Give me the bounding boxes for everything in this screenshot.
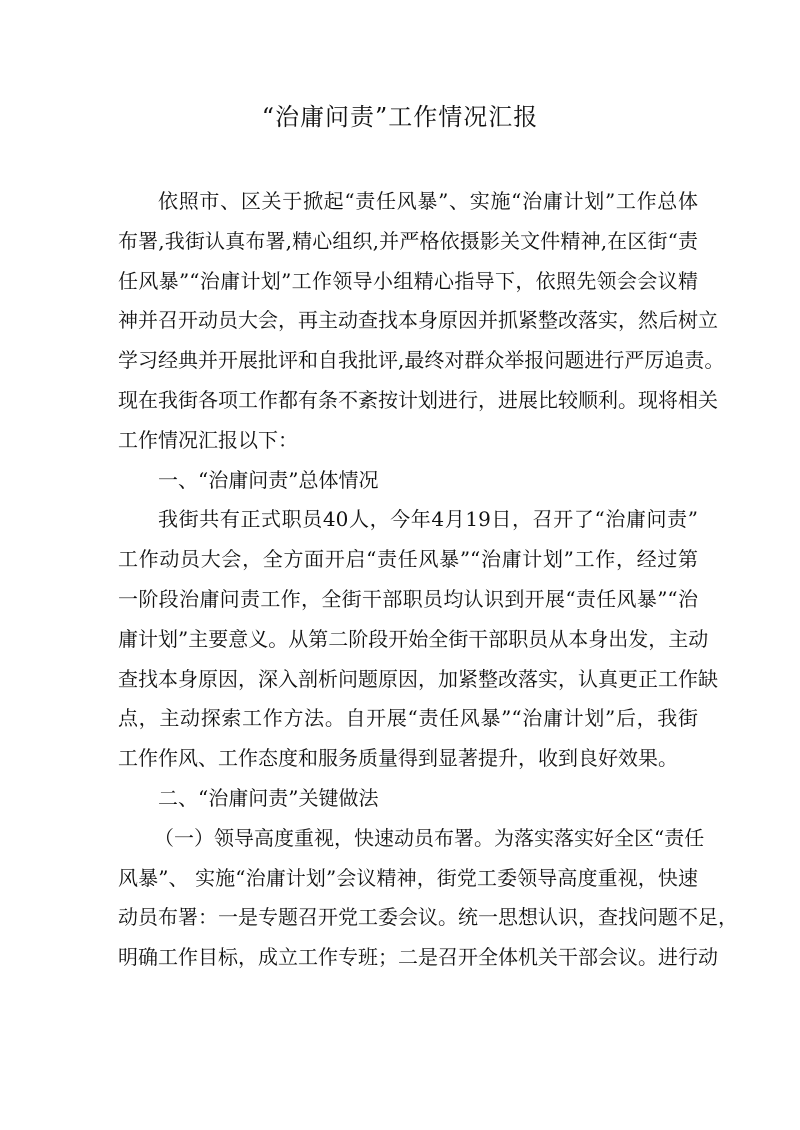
paragraph-line: 我街共有正式职员40人，今年4月19日，召开了“治庸问责” [158, 507, 698, 532]
section-heading: 一、“治庸问责”总体情况 [158, 467, 379, 492]
section-heading: 二、“治庸问责”关键做法 [158, 785, 379, 810]
paragraph-line: 风暴”、 实施“治庸计划”会议精神，街党工委领导高度重视，快速 [118, 865, 698, 890]
paragraph-line: 工作作风、工作态度和服务质量得到显著提升，收到良好效果。 [118, 746, 678, 771]
paragraph-line: 依照市、区关于掀起“责任风暴”、实施“治庸计划”工作总体 [158, 189, 698, 213]
paragraph-line: 明确工作目标，成立工作专班；二是召开全体机关干部会议。进行动 [118, 945, 718, 970]
document-title: “治庸问责”工作情况汇报 [261, 103, 539, 131]
paragraph-line: 查找本身原因，深入剖析问题原因，加紧整改落实，认真更正工作缺 [118, 666, 718, 691]
paragraph-line: 工作动员大会，全方面开启“责任风暴”“治庸计划”工作，经过第 [118, 547, 698, 572]
paragraph-line: （一）领导高度重视，快速动员布署。为落实落实好全区“责任 [154, 825, 705, 850]
paragraph-line: 任风暴”“治庸计划”工作领导小组精心指导下，依照先领会会议精 [118, 268, 698, 293]
paragraph-line: 庸计划”主要意义。从第二阶段开始全街干部职员从本身出发，主动 [118, 626, 709, 651]
paragraph-line: 动员布署：一是专题召开党工委会议。统一思想认识，查找问题不足， [118, 905, 738, 930]
paragraph-line: 现在我街各项工作都有条不紊按计划进行，进展比较顺利。现将相关 [118, 387, 718, 412]
paragraph-line: 布署,我街认真布署,精心组织,并严格依摄影关文件精神,在区街“责 [118, 228, 698, 253]
paragraph-line: 一阶段治庸问责工作，全街干部职员均认识到开展“责任风暴”“治 [118, 586, 698, 611]
document-body [118, 182, 738, 978]
paragraph-line: 工作情况汇报以下： [118, 427, 298, 452]
paragraph-line: 学习经典并开展批评和自我批评,最终对群众举报问题进行严厉追责。 [118, 348, 725, 373]
paragraph-line: 点，主动探索工作方法。自开展“责任风暴”“治庸计划”后，我街 [118, 706, 698, 731]
paragraph-line: 神并召开动员大会，再主动查找本身原因并抓紧整改落实，然后树立 [118, 308, 718, 333]
